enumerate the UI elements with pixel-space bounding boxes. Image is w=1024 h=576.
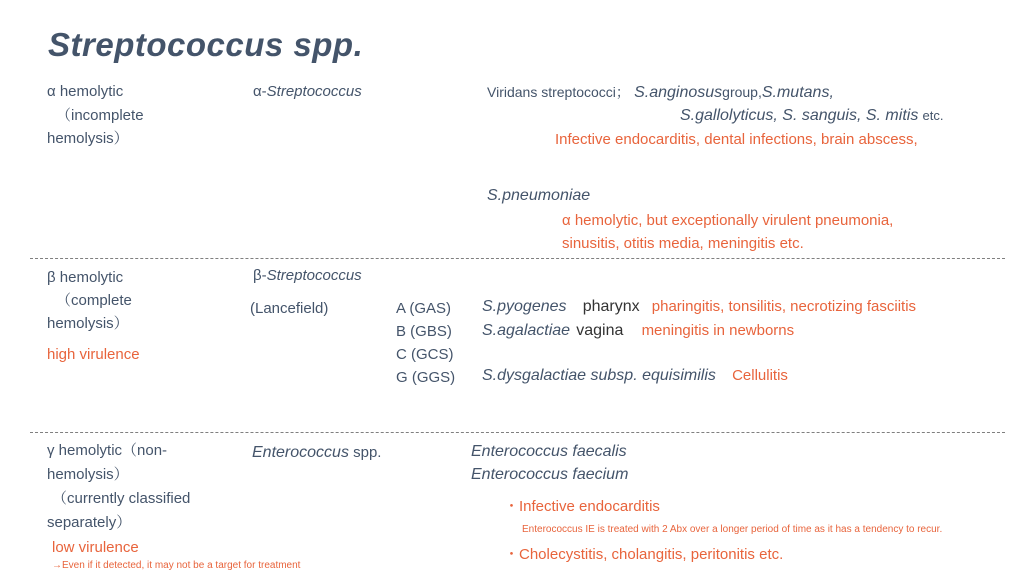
pyogenes-site: pharynx [582, 298, 640, 315]
alpha-genus-prefix: α- [253, 83, 267, 100]
alpha-type-line3: hemolysis） [47, 130, 129, 147]
species-faecalis: Enterococcus faecalis [471, 443, 627, 460]
lancefield-group-c: C (GCS) [396, 346, 454, 363]
agalactiae-disease: meningitis in newborns [641, 322, 795, 339]
beta-virulence: high virulence [47, 346, 140, 363]
lancefield-group-a: A (GAS) [396, 300, 452, 317]
beta-type-line1: β hemolytic [47, 269, 124, 286]
viridans-label: Viridans streptococci； [487, 84, 630, 100]
species-mutans: S.mutans, [761, 84, 834, 101]
gamma-item-endocarditis-note: Enterococcus IE is treated with 2 Abx over a longer period of time as it has a tendency to recur. [522, 524, 943, 535]
species-faecium: Enterococcus faecium [471, 466, 629, 483]
beta-type-line2: （complete [56, 292, 132, 309]
gamma-genus-name: Enterococcus [252, 444, 349, 461]
alpha-genus [253, 82, 362, 102]
pneumoniae-line2: sinusitis, otitis media, meningitis etc. [562, 235, 804, 252]
pneumoniae-line1: α hemolytic, but exceptionally virulent pneumonia, [562, 212, 894, 229]
alpha-diseases: Infective endocarditis, dental infections, brain abscess, [555, 131, 918, 148]
alpha-type-line1: α hemolytic [47, 83, 124, 100]
alpha-type-line2: （incomplete [56, 107, 144, 124]
gamma-virulence: low virulence [52, 539, 139, 556]
agalactiae-row [482, 321, 794, 341]
gamma-type-line4: separately） [47, 514, 132, 531]
pyogenes-name: S.pyogenes [482, 298, 567, 315]
gamma-item-endocarditis: ・Infective endocarditis [504, 498, 660, 515]
beta-type-line3: hemolysis） [47, 315, 129, 332]
pyogenes-disease: pharingitis, tonsilitis, necrotizing fasciitis [651, 298, 917, 315]
pyogenes-row [482, 297, 916, 317]
alpha-etc: etc. [922, 108, 944, 123]
lancefield-label: (Lancefield) [250, 300, 329, 317]
divider-beta-gamma [30, 432, 1005, 433]
agalactiae-site: vagina [576, 322, 624, 339]
gamma-genus [252, 443, 381, 463]
pneumoniae-name: S.pneumoniae [487, 187, 591, 204]
alpha-species-line2 [680, 106, 943, 126]
dysgalactiae-name: S.dysgalactiae subsp. equisimilis [482, 367, 716, 384]
dysgalactiae-disease: Cellulitis [732, 367, 788, 384]
page-title: Streptococcus spp. [48, 26, 364, 63]
gamma-genus-suffix: spp. [348, 444, 382, 461]
divider-alpha-beta [30, 258, 1005, 259]
gamma-item-cholecystitis: ・Cholecystitis, cholangitis, peritonitis etc. [504, 546, 784, 563]
species-anginosus: S.anginosus [634, 84, 723, 101]
beta-genus-name: Streptococcus [266, 267, 362, 284]
lancefield-group-g: G (GGS) [396, 369, 456, 386]
gamma-type-line1: γ hemolytic（non- [47, 442, 168, 459]
beta-genus [253, 266, 362, 286]
group-text: group, [722, 84, 762, 100]
beta-genus-prefix: β- [253, 267, 267, 284]
lancefield-group-b: B (GBS) [396, 323, 452, 340]
agalactiae-name: S.agalactiae [482, 322, 571, 339]
gamma-virulence-note: →Even if it detected, it may not be a target for treatment [52, 560, 301, 571]
species-gallolyticus-sanguis-mitis: S.gallolyticus, S. sanguis, S. mitis [680, 107, 919, 124]
dysgalactiae-row [482, 366, 788, 386]
alpha-genus-name: Streptococcus [266, 83, 362, 100]
gamma-type-line3: （currently classified [52, 490, 191, 507]
alpha-viridans-line [487, 82, 834, 103]
gamma-type-line2: hemolysis） [47, 466, 129, 483]
